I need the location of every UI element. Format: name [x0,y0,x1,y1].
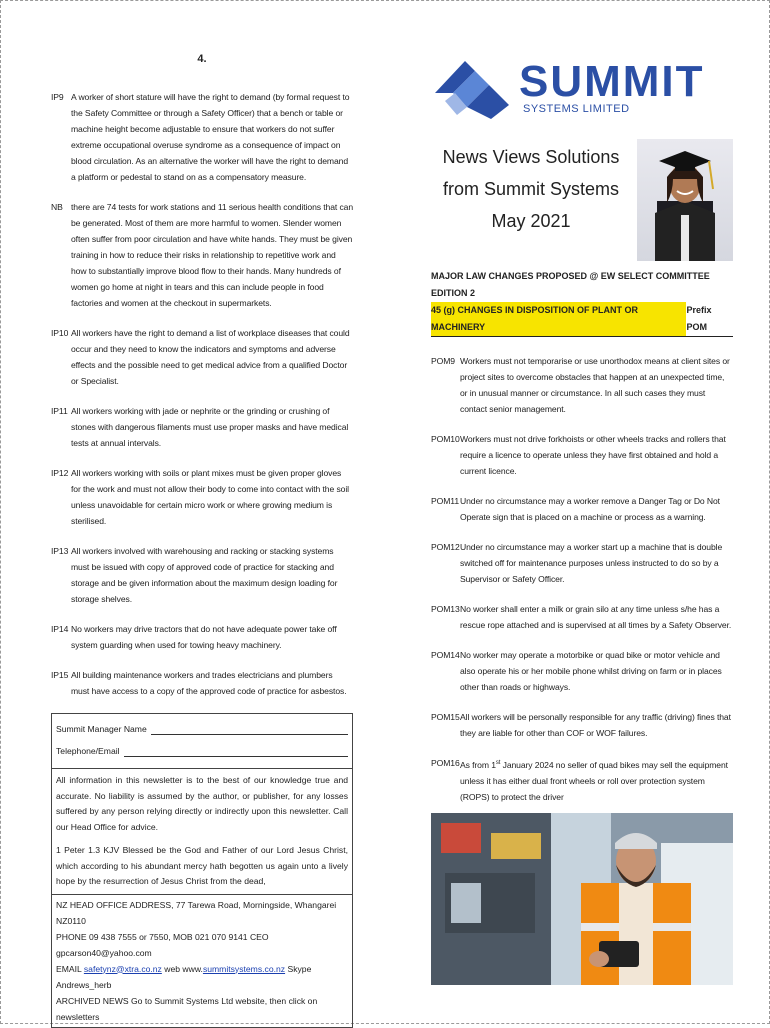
pom-tag: POM14 [431,650,460,660]
law-header-line-1: MAJOR LAW CHANGES PROPOSED @ EW SELECT COMMITTEE EDITION 2 [431,271,710,298]
law-header-line-2: 45 (g) CHANGES IN DISPOSITION OF PLANT OR MACHINERY [431,302,686,336]
logo-wordmark: SUMMIT [519,57,705,106]
page-number: 4. [197,53,207,65]
item-text: No workers may drive tractors that do not have adequate power take off system guarding when used for towing heavy machinery. [71,624,337,650]
pom-tag: POM13 [431,604,460,614]
item-ip15 [51,667,353,699]
pom-text: No worker may operate a motorbike or quad bike or motor vehicle and also operate his or her mobile phone whilst driving on farm or in places other than roads or highways. [460,650,722,692]
pom16-text-post: January 2024 no seller of quad bikes may sell the equipment unless it has either dual front wheels or roll over protection system (ROPS) to protect the driver [460,759,728,802]
title-line-1: News Views Solutions [442,147,620,167]
title-line-2: from Summit Systems [442,179,620,199]
company-logo [431,53,733,123]
item-pom13 [431,601,733,633]
pom-tag: POM11 [431,496,459,506]
item-pom11 [431,493,733,525]
office-address: NZ HEAD OFFICE ADDRESS, 77 Tarewa Road, Morningside, Whangarei NZ0110 [56,899,337,926]
title-section [431,139,733,264]
pom-tag: POM15 [431,712,460,722]
website-link[interactable]: summitsystems.co.nz [202,963,286,974]
pom-text [460,760,728,802]
telephone-email-field[interactable] [124,744,348,757]
item-text: A worker of short stature will have the right to demand (by formal request to the Safety Committee or through a Safety Officer) that a bench or table or machine height become adjustable to ensure that workers do not suffer extreme occupational overuse syndrome as a consequence of impact on blood circulation. As an alternative the worker will have the right to demand a platform or pedestal to stand on as a compensatory measure. [71,92,350,182]
disclaimer-text: All information in this newsletter is to the best of our knowledge true and accurate. No liability is assumed by the author, or publisher, for any losses suffered by any person relying directly or indirectly upon this newsletter. Call our Head Office for advice. [56,775,348,832]
item-tag: IP11 [51,406,68,416]
item-text: All workers have the right to demand a list of workplace diseases that could occur and they need to know the indicators and symptoms and adverse effects and the possible need to get medical advice from a qualified Doctor or Specialist. [71,328,350,386]
item-ip9 [51,89,353,185]
item-text: All building maintenance workers and trades electricians and plumbers must have access to a copy of the approved code of practice for asbestos. [71,670,347,696]
left-column [51,53,353,1028]
warehouse-worker-photo [431,813,733,985]
item-ip13 [51,543,353,607]
item-ip14 [51,621,353,653]
item-tag: NB [51,202,63,212]
item-tag: IP13 [51,546,69,556]
item-pom16 [431,755,733,805]
manager-name-field[interactable] [151,722,348,735]
law-header-prefix: Prefix POM [686,305,712,332]
item-pom14 [431,647,733,695]
email-link[interactable]: safetynz@xtra.co.nz [83,963,162,974]
item-pom9 [431,353,733,417]
newsletter-title [431,139,631,264]
manager-form [51,713,353,769]
item-text: there are 74 tests for work stations and 11 serious health conditions that can be generated. Most of them are more harmful to women. Slender women often suffer from poor circulation and have white hands. They must be given training in how to reduce their risks in relationship to repetitive work and how to substantially improve blood flow to their hands. Many hundreds of women go home at night in tears and this can include people in food factories and women at the checkout in supermarkets. [71,202,354,308]
item-pom12 [431,539,733,587]
item-tag: IP15 [51,670,69,680]
email-web-line [56,961,348,993]
item-ip11 [51,403,353,451]
item-pom15 [431,709,733,741]
item-pom10 [431,431,733,479]
pom-text: No worker shall enter a milk or grain silo at any time unless s/he has a rescue rope attached and is supervised at all times by a Safety Observer. [460,604,732,630]
item-tag: IP10 [51,328,69,338]
pom-tag: POM9 [431,356,455,366]
graduate-illustration [637,139,733,261]
item-nb [51,199,353,311]
bible-verse: 1 Peter 1.3 KJV Blessed be the God and Father of our Lord Jesus Christ, which according to his abundant mercy hath begotten us again unto a lively hope by the resurrection of Jesus Christ from the dead, [56,845,348,886]
right-column [431,53,733,985]
telephone-email-label: Telephone/Email [56,746,120,756]
pom-text: All workers will be personally responsible for any traffic (driving) fines that they are liable for other than COF or WOF failures. [460,712,731,738]
item-tag: IP12 [51,468,69,478]
item-tag: IP14 [51,624,69,634]
pom16-ordinal: st [495,760,501,766]
item-ip10 [51,325,353,389]
logo-subtitle: SYSTEMS LIMITED [523,103,630,115]
pom-text: Workers must not temporarise or use unorthodox means at client sites or project sites to overcome obstacles that happen at an unexpected time, or in unusual manner or circumstance. In all such cases they must contact senior management. [460,356,730,414]
item-text: All workers involved with warehousing and racking or stacking systems must be issued with copy of approved code of practice for stacking and storage and be given information about the maximum design loading for storage shelves. [71,546,338,604]
skype-id: Skype Andrews_herb [56,963,312,990]
pom-tag: POM10 [431,434,460,444]
item-ip12 [51,465,353,529]
email-prefix: EMAIL [56,963,82,974]
item-tag: IP9 [51,92,64,102]
item-text: All workers working with jade or nephrite or the grinding or crushing of stones with dangerous filaments must use proper masks and have medical tests at annual intervals. [71,406,349,448]
archived-news: ARCHIVED NEWS Go to Summit Systems Ltd website, then click on newsletters [56,995,318,1022]
item-text: All workers working with soils or plant mixes must be given proper gloves for the work and must not allow their body to come into contact with the soil unless unavoidable for certain micro work or where growing medium is sterilised. [71,468,349,526]
law-changes-header [431,268,733,337]
title-line-3: May 2021 [491,211,571,231]
pom-tag: POM12 [431,542,460,552]
contact-box [51,895,353,1028]
graduate-photo [637,139,733,261]
pom-text: Workers must not drive forkhoists or other wheels tracks and rollers that require a licence to operate unless they have first obtained and hold a current licence. [460,434,726,476]
pom-tag: POM16 [431,758,460,768]
web-prefix: web www. [164,963,203,974]
pom-text: Under no circumstance may a worker remove a Danger Tag or Do Not Operate sign that is placed on a machine or process as a warning. [460,496,720,522]
phone-line: PHONE 09 438 7555 or 7550, MOB 021 070 9141 CEO gpcarson40@yahoo.com [56,931,269,958]
pom16-text-pre: As from 1 [460,759,496,770]
worker-illustration [431,813,733,985]
manager-name-label: Summit Manager Name [56,724,147,734]
summit-logo-icon [431,53,513,123]
disclaimer-box [51,769,353,895]
pom-text: Under no circumstance may a worker start up a machine that is double switched off for maintenance purposes unless instructed to do so by a Supervisor or Safety Officer. [460,542,723,584]
